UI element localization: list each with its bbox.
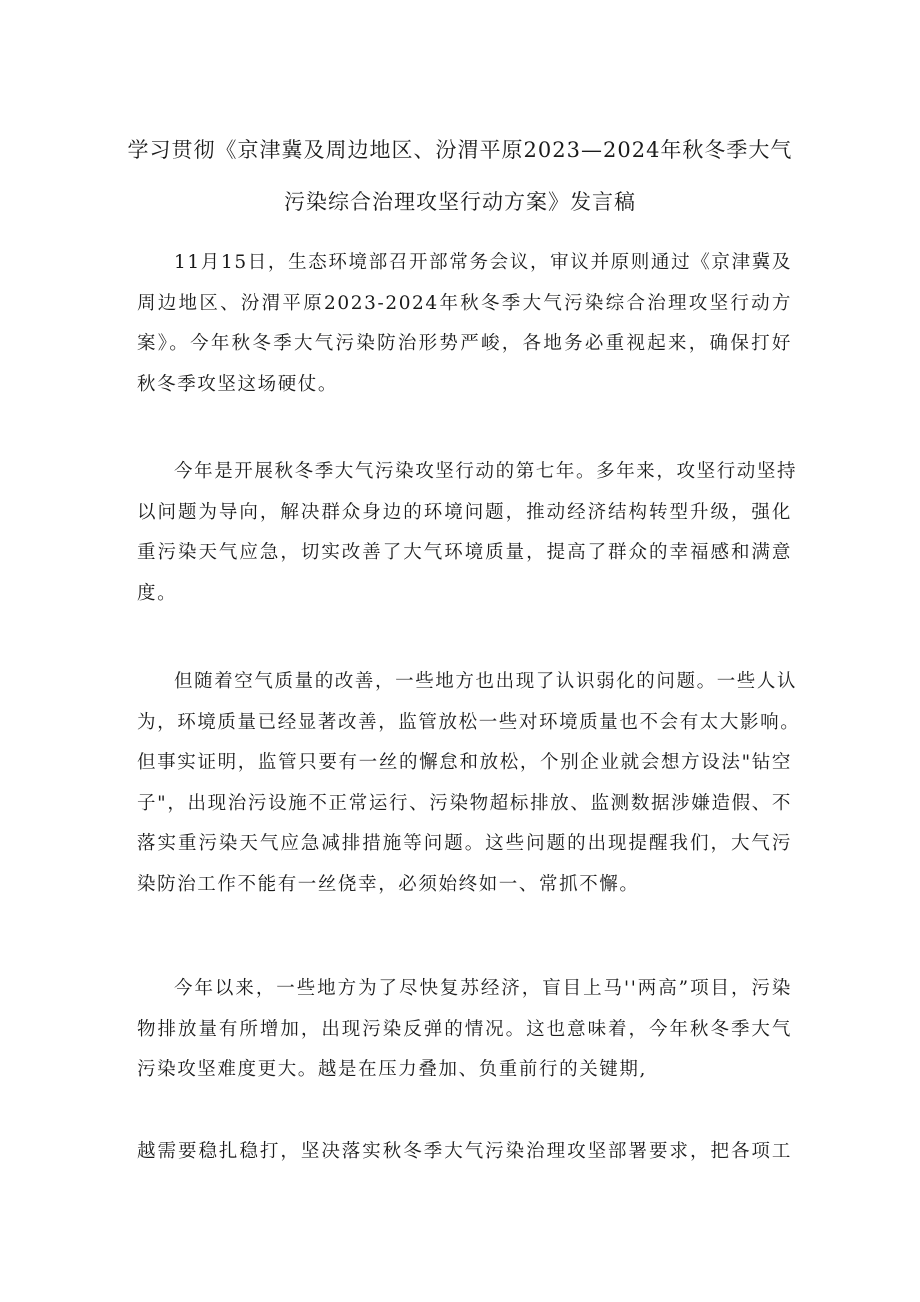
paragraph-2-line-3: 重污染天气应急，切实改善了大气环境质量，提高了群众的幸福感和满意 (137, 542, 792, 563)
paragraph-3-line-1: 但随着空气质量的改善，一些地方也出现了认识弱化的问题。一些人认 (174, 671, 798, 692)
paragraph-5-line-1: 越需要稳扎稳打，坚决落实秋冬季大气污染治理攻坚部署要求，把各项工 (137, 1141, 792, 1162)
paragraph-3 (137, 662, 801, 905)
paragraph-4 (137, 969, 792, 1091)
paragraph-4-line-3: 污染攻坚难度更大。越是在压力叠加、负重前行的关键期, (137, 1059, 647, 1080)
paragraph-1-line-4: 秋冬季攻坚这场硬仗。 (137, 373, 339, 395)
paragraph-2-line-4: 度。 (137, 582, 178, 604)
paragraph-5 (137, 1132, 792, 1173)
paragraph-3-line-6: 染防治工作不能有一丝侥幸，必须始终如一、常抓不懈。 (137, 873, 640, 895)
paragraph-1-line-1: 11月15日，生态环境部召开部常务会议，审议并原则通过《京津冀及 (174, 252, 792, 273)
paragraph-3-line-4: 子"，出现治污设施不正常运行、污染物超标排放、监测数据涉嫌造假、不 (137, 792, 792, 814)
paragraph-1-line-2: 周边地区、汾渭平原2023-2024年秋冬季大气污染综合治理攻坚行动方 (137, 292, 792, 314)
title-line-1: 学习贯彻《京津冀及周边地区、汾渭平原2023—2024年秋冬季大气 (127, 138, 793, 162)
paragraph-2 (137, 452, 798, 614)
paragraph-1 (137, 243, 792, 405)
paragraph-4-line-1: 今年以来，一些地方为了尽快复苏经济，盲目上马''两高”项目，污染 (174, 978, 792, 999)
paragraph-3-line-5: 落实重污染天气应急减排措施等问题。这些问题的出现提醒我们，大气污 (137, 833, 792, 854)
document-title (120, 124, 800, 228)
paragraph-2-line-2: 以问题为导向，解决群众身边的环境问题，推动经济结构转型升级，强化 (137, 501, 792, 523)
paragraph-3-line-3: 但事实证明，监管只要有一丝的懈怠和放松，个别企业就会想方设法"钻空 (137, 752, 792, 773)
paragraph-2-line-1: 今年是开展秋冬季大气污染攻坚行动的第七年。多年来，攻坚行动坚持 (174, 461, 798, 482)
paragraph-3-line-2: 为，环境质量已经显著改善，监管放松一些对环境质量也不会有太大影响。 (137, 711, 801, 733)
paragraph-4-line-2: 物排放量有所增加，出现污染反弹的情况。这也意味着，今年秋冬季大气 (137, 1018, 792, 1040)
paragraph-1-line-3: 案》。今年秋冬季大气污染防治形势严峻，各地务必重视起来，确保打好 (137, 333, 792, 354)
title-line-2: 污染综合治理攻坚行动方案》发言稿 (284, 190, 636, 214)
